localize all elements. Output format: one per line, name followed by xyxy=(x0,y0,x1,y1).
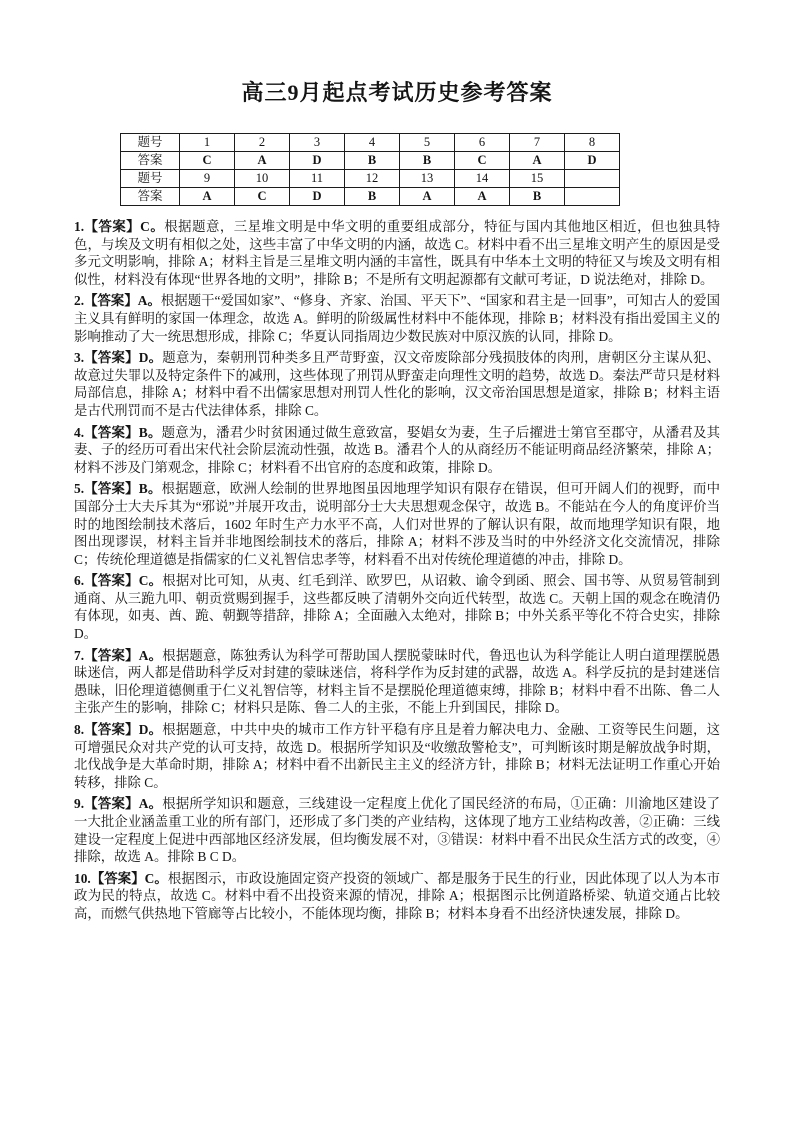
explanation-label: 10.【答案】C。 xyxy=(74,870,168,886)
explanation-text: 根据图示，市政设施固定资产投资的领域广、都是服务于民生的行业，因此体现了以人为本市政为民的特点，故选 C。材料中看不出投资来源的情况，排除 A；根据图示比例道路桥梁、轨道交通占比较高，而燃气供热地下管廊等占比较小，不能体现均衡，排除 B；材料本身看不出经济快速发展，排除 D。 xyxy=(74,870,720,921)
question-number-cell: 3 xyxy=(290,134,345,152)
answer-letter-cell xyxy=(565,188,620,206)
question-number-cell: 1 xyxy=(180,134,235,152)
answer-explanation-10 xyxy=(74,870,720,923)
question-number-cell: 12 xyxy=(345,170,400,188)
answer-letter-cell: A xyxy=(180,188,235,206)
question-number-cell: 6 xyxy=(455,134,510,152)
answer-letter-cell: D xyxy=(290,188,345,206)
question-number-cell: 15 xyxy=(510,170,565,188)
answer-explanation-1 xyxy=(74,218,720,288)
answer-explanation-5 xyxy=(74,480,720,568)
question-number-cell: 4 xyxy=(345,134,400,152)
row-label-cell: 题号 xyxy=(121,134,180,152)
explanation-label: 5.【答案】B。 xyxy=(74,481,162,497)
answer-letter-cell: C xyxy=(455,152,510,170)
answer-key-table xyxy=(120,133,620,206)
answer-letter-cell: B xyxy=(510,188,565,206)
question-number-cell: 11 xyxy=(290,170,345,188)
answer-explanation-2 xyxy=(74,292,720,345)
answer-letter-cell: C xyxy=(235,188,290,206)
explanation-label: 1.【答案】C。 xyxy=(74,219,165,234)
explanation-label: 4.【答案】B。 xyxy=(74,424,162,440)
explanation-text: 题意为，潘君少时贫困通过做生意致富，娶娼女为妻，生子后擢进士第官至郡守，从潘君及其妻、子的经历可看出宋代社会阶层流动性强，故选 B。潘君个人的从商经历不能证明商品经济繁荣，排除 A；材料不涉及门第观念，排除 C；材料看不出官府的态度和政策，排除 D。 xyxy=(74,424,720,475)
page-title: 高三9月起点考试历史参考答案 xyxy=(241,80,553,105)
explanations-section xyxy=(74,218,720,923)
answer-letter-cell: B xyxy=(345,152,400,170)
answer-letter-cell: C xyxy=(180,152,235,170)
question-number-cell: 7 xyxy=(510,134,565,152)
question-number-cell xyxy=(565,170,620,188)
explanation-label: 7.【答案】A。 xyxy=(74,647,163,663)
question-number-cell: 5 xyxy=(400,134,455,152)
question-number-cell: 8 xyxy=(565,134,620,152)
question-number-cell: 10 xyxy=(235,170,290,188)
row-label-cell: 题号 xyxy=(121,170,180,188)
explanation-text: 根据题意，陈独秀认为科学可帮助国人摆脱蒙昧时代，鲁迅也认为科学能让人明白道理摆脱愚昧迷信，两人都是借助科学反对封建的蒙昧迷信，将科学作为反封建的武器，故选 A。科学反抗的是封建迷信愚昧，旧伦理道德侧重于仁义礼智信等，材料主旨不是摆脱伦理道德束缚，排除 B；材料中看不出陈、鲁二人主张产生的影响，排除 C；材料只是陈、鲁二人的主张，不能上升到国民，排除 D。 xyxy=(74,647,720,716)
explanation-label: 3.【答案】D。 xyxy=(74,350,163,366)
explanation-text: 根据题干“爱国如家”、“修身、齐家、治国、平天下”、“国家和君主是一回事”，可知古人的爱国主义具有鲜明的家国一体理念，故选 A。鲜明的阶级属性材料中不能体现，排除 B；材料没有指出爱国主义的影响推动了大一统思想形成，排除 C；华夏认同指周边少数民族对中原汉族的认同，排除 D。 xyxy=(74,293,720,344)
explanation-text: 根据题意，欧洲人绘制的世界地图虽因地理学知识有限存在错误，但可开阔人们的视野，而中国部分士大夫斥其为“邪说”并展开攻击，说明部分士大夫思想观念保守，故选 B。不能站在今人的角度评价当时的地图绘制技术落后，1602 年时生产力水平不高，人们对世界的了解认识有限，故而地理学知识有限，地图出现谬误，材料主旨并非地图绘制技术的落后，排除 A；材料不涉及当时的中外经济文化交流情况，排除 C；传统伦理道德是指儒家的仁义礼智信忠孝等，材料看不出对传统伦理道德的冲击，排除 D。 xyxy=(74,481,720,567)
table-row-question-numbers xyxy=(121,134,620,152)
explanation-text: 根据题意，三星堆文明是中华文明的重要组成部分，特征与国内其他地区相近，但也独具特色，与埃及文明有相似之处，这些丰富了中华文明的内涵，故选 C。材料中看不出三星堆文明产生的原因是受多元文明影响，排除 A；材料主旨是三星堆文明内涵的丰富性，既具有中华本土文明的特征又与埃及文明有相似性，材料没有体现“世界各地的文明”，排除 B；不是所有文明起源都有文献可考证，D 说法绝对，排除 D。 xyxy=(74,219,720,287)
question-number-cell: 14 xyxy=(455,170,510,188)
answer-letter-cell: A xyxy=(235,152,290,170)
answer-letter-cell: D xyxy=(565,152,620,170)
table-row-answers xyxy=(121,188,620,206)
answer-letter-cell: B xyxy=(345,188,400,206)
explanation-text: 根据题意，中共中央的城市工作方针平稳有序且是着力解决电力、金融、工资等民生问题，这可增强民众对共产党的认可支持，故选 D。根据所学知识及“收缴敌警枪支”，可判断该时期是解放战争时期，北伐战争是大革命时期，排除 A；材料中看不出新民主主义的经济方针，排除 B；材料无法证明工作重心开始转移，排除 C。 xyxy=(74,722,720,790)
table-row-question-numbers xyxy=(121,170,620,188)
question-number-cell: 2 xyxy=(235,134,290,152)
answer-letter-cell: A xyxy=(455,188,510,206)
question-number-cell: 9 xyxy=(180,170,235,188)
answer-letter-cell: B xyxy=(400,152,455,170)
answer-explanation-7 xyxy=(74,647,720,717)
answer-letter-cell: D xyxy=(290,152,345,170)
answer-explanation-9 xyxy=(74,795,720,865)
table-row-answers xyxy=(121,152,620,170)
answer-explanation-8 xyxy=(74,721,720,791)
explanation-text: 题意为，秦朝刑罚种类多且严苛野蛮，汉文帝废除部分残损肢体的肉刑，唐朝区分主谋从犯、故意过失罪以及特定条件下的减刑，这些体现了刑罚从野蛮走向理性文明的趋势，故选 D。秦法严苛只是材料局部信息，排除 A；材料中看不出儒家思想对刑罚人性化的影响，汉文帝治国思想是道家，排除 B；材料主语是古代刑罚而不是古代法律体系，排除 C。 xyxy=(74,350,720,418)
row-label-cell: 答案 xyxy=(121,188,180,206)
explanation-text: 根据所学知识和题意，三线建设一定程度上优化了国民经济的布局，①正确：川渝地区建设了一大批企业涵盖重工业的所有部门，还形成了多门类的产业结构，这体现了地方工业结构改善，②正确：三线建设一定程度上促进中西部地区经济发展，但均衡发展不对，③错误：材料中看不出民众生活方式的改变，④排除，故选 A。排除 B C D。 xyxy=(74,796,720,865)
explanation-label: 2.【答案】A。 xyxy=(74,293,161,309)
row-label-cell: 答案 xyxy=(121,152,180,170)
explanation-label: 6.【答案】C。 xyxy=(74,573,163,589)
answer-letter-cell: A xyxy=(510,152,565,170)
explanation-text: 根据对比可知，从夷、红毛到洋、欧罗巴，从诏敕、谕令到函、照会、国书等、从贸易管制到通商、从三跪九叩、朝贡赏赐到握手，这些都反映了清朝外交向近代转型，故选 C。天朝上国的观念在晚清仍有体现，如夷、酋、跪、朝觐等措辞，排除 A；全面融入太绝对，排除 B；中外关系平等化不符合史实，排除 D。 xyxy=(74,573,720,642)
answer-letter-cell: A xyxy=(400,188,455,206)
answer-explanation-3 xyxy=(74,349,720,419)
explanation-label: 8.【答案】D。 xyxy=(74,722,163,738)
explanation-label: 9.【答案】A。 xyxy=(74,796,163,812)
answer-explanation-4 xyxy=(74,424,720,477)
answer-explanation-6 xyxy=(74,572,720,642)
question-number-cell: 13 xyxy=(400,170,455,188)
